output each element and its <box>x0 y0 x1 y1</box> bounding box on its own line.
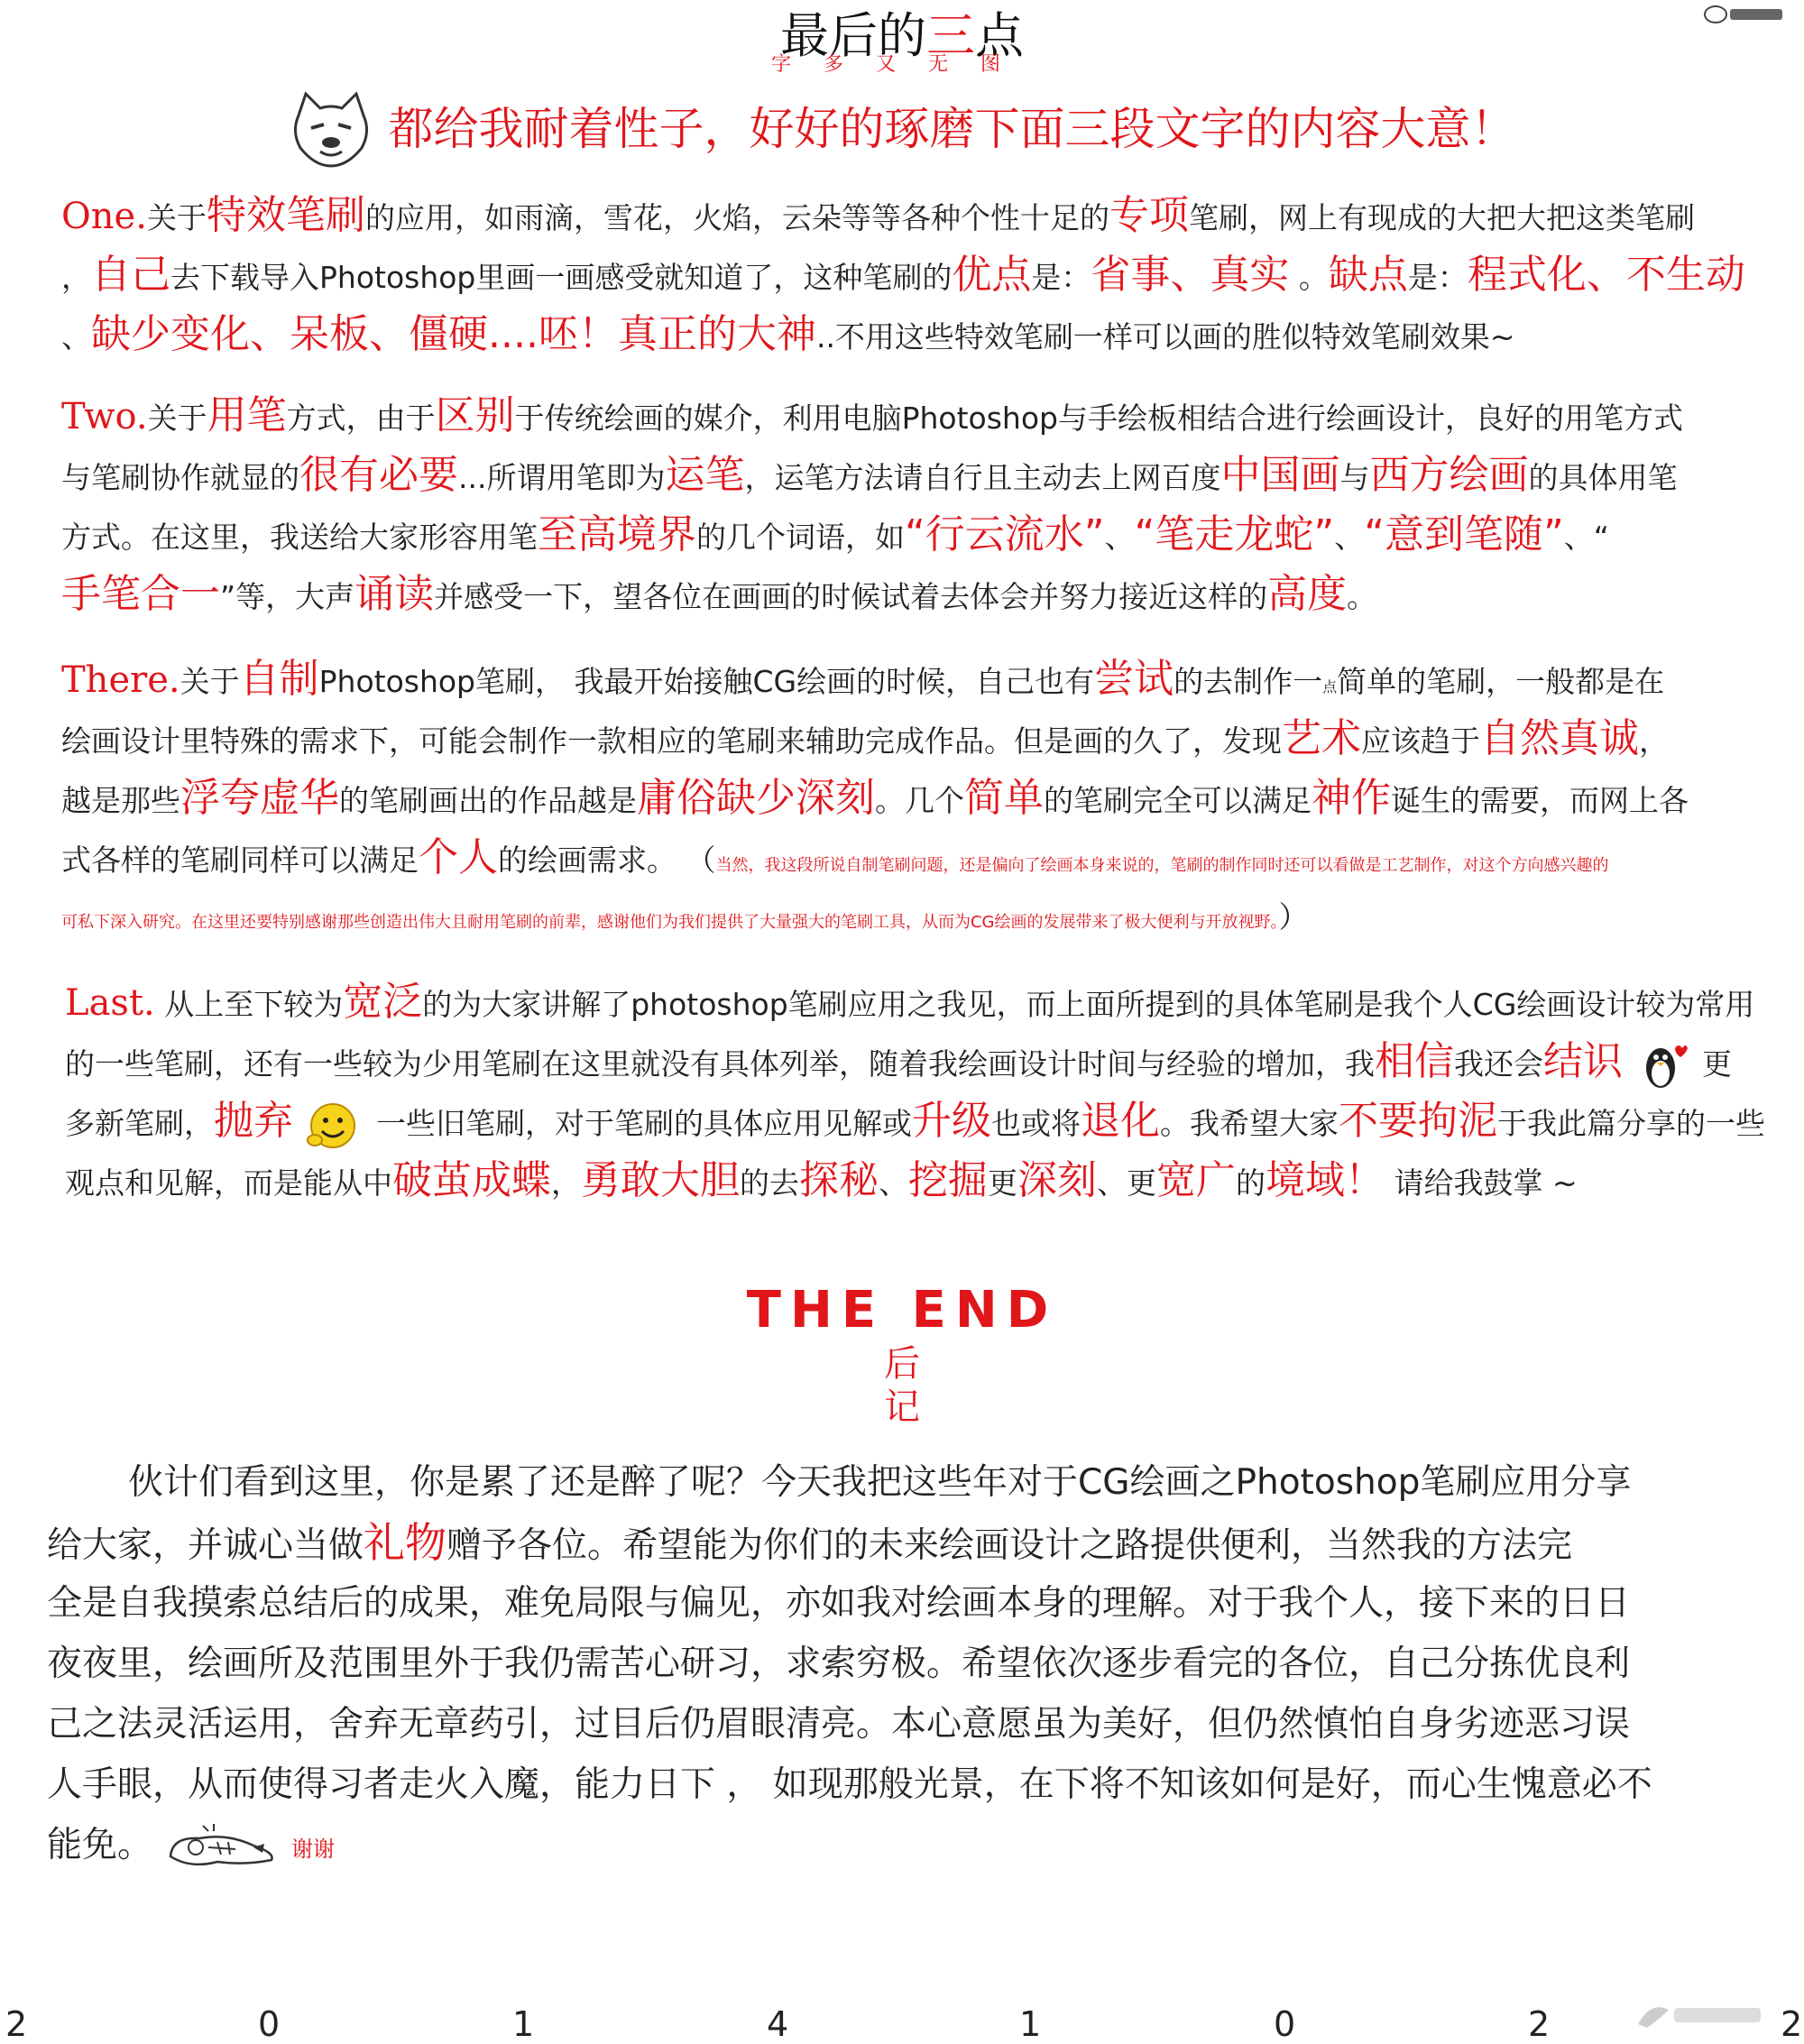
highlight-text: 自己 <box>91 252 170 298</box>
text-span: 方式。在这里，我送给大家形容用笔 <box>61 520 538 555</box>
highlight-text: 不生动 <box>1625 252 1745 298</box>
text-span: 赠予各位。希望能为你们的未来绘画设计之路提供便利，当然我的方法完 <box>446 1525 1573 1566</box>
highlight-text: 艺术 <box>1282 715 1361 761</box>
text-span: 能免。 <box>47 1825 153 1865</box>
text-span: ..不用这些特效笔刷一样可以画的胜似特效笔刷效果~ <box>815 319 1515 354</box>
date-digit: 0 <box>1274 2004 1296 2044</box>
thanks-text: 谢谢 <box>291 1837 336 1862</box>
text-line: 伙计们看到这里，你是累了还是醉了呢？今天我把这些年对于CG绘画之Photoshop笔刷应用分享 <box>128 1462 1632 1503</box>
text-span: 更 <box>988 1165 1017 1201</box>
highlight-text: 宽广 <box>1156 1157 1236 1203</box>
text-line <box>65 1151 1779 1211</box>
text-span: ...所谓用笔即为 <box>458 460 666 495</box>
text-span: 关于 <box>146 200 207 235</box>
text-span: 与 <box>1339 460 1370 495</box>
text-span: 并感受一下，望各位在画画的时候试着去体会并努力接近这样的 <box>434 579 1268 614</box>
text-span: ，运笔方法请自行且主动去上网百度 <box>744 460 1221 495</box>
highlight-text: 破茧成蝶 <box>392 1157 551 1203</box>
date-digit: 2 <box>1528 2004 1551 2044</box>
text-line <box>61 245 1775 305</box>
footnote-text: 可私下深入研究。在这里还要特别感谢那些创造出伟大且耐用笔刷的前辈，感谢他们为我们提供了大量强大的笔刷工具，从而为CG绘画的发展带来了极大便利与开放视野。 <box>61 913 1279 932</box>
text-line: 全是自我摸索总结后的成果，难免局限与偏见，亦如我对绘画本身的理解。对于我个人，接下来的日日 <box>47 1583 1631 1624</box>
penguin-emoticon-icon <box>1635 1041 1689 1091</box>
text-span: 也或将 <box>991 1106 1081 1141</box>
text-line <box>47 1513 1779 1573</box>
text-span: 越是那些 <box>61 783 180 818</box>
highlight-text: 真实 <box>1210 252 1290 298</box>
text-span: 绘画设计里特殊的需求下，可能会制作一款相应的笔刷来辅助完成作品。但是画的久了，发现 <box>61 723 1282 759</box>
highlight-text: 宽泛 <box>343 979 423 1025</box>
highlight-text: 手笔合一 <box>61 571 220 617</box>
highlight-text: 呆板 <box>290 311 369 357</box>
text-span: 关于 <box>179 664 240 699</box>
text-line <box>65 1091 1779 1151</box>
page-subtitle: 字多又无图 <box>770 53 1033 76</box>
highlight-text: 省事 <box>1091 252 1171 298</box>
small-text: 点 <box>1322 678 1338 695</box>
highlight-text: 缺少变化 <box>91 311 250 357</box>
text-span: 我还会 <box>1454 1046 1543 1082</box>
date-digit: 4 <box>767 2004 789 2044</box>
text-span: 于传统绘画的媒介，利用电脑Photoshop与手绘板相结合进行绘画设计，良好的用笔方式 <box>514 401 1683 436</box>
text-span: 式各样的笔刷同样可以满足 <box>61 842 419 878</box>
highlight-text: “笔走龙蛇” <box>1134 511 1335 557</box>
the-end-heading: THE END <box>746 1281 1058 1340</box>
text-span: 的应用，如雨滴，雪花，火焰，云朵等等各种个性十足的 <box>364 200 1109 235</box>
text-span: 请给我鼓掌 ~ <box>1385 1165 1578 1201</box>
text-line <box>61 565 1775 624</box>
text-span: ） <box>1278 899 1309 935</box>
text-span: 一些旧笔刷，对于笔刷的具体应用见解或 <box>376 1106 912 1141</box>
highlight-text: “行云流水” <box>905 511 1105 557</box>
text-span: 。 <box>1289 260 1329 295</box>
epilogue-paragraph <box>47 1452 1779 1875</box>
highlight-text: 个人 <box>419 834 498 880</box>
text-line <box>65 1032 1779 1091</box>
cat-face-icon <box>288 88 374 170</box>
text-span: 从上至下较为 <box>154 987 344 1022</box>
highlight-text: 礼物 <box>364 1518 447 1567</box>
highlight-text: 不要拘泥 <box>1339 1098 1497 1144</box>
highlight-text: 优点 <box>952 252 1032 298</box>
watermark-logo-icon <box>1633 1997 1768 2033</box>
highlight-text: “意到笔随” <box>1364 511 1564 557</box>
section-label: Last. <box>65 982 155 1024</box>
text-span: 的具体用笔 <box>1528 460 1678 495</box>
highlight-text: 神作 <box>1312 775 1391 821</box>
text-span: 笔刷，网上有现成的大把大把这类笔刷 <box>1188 200 1695 235</box>
highlight-text: 抛弃 <box>214 1098 293 1144</box>
title-part: 点 <box>975 7 1024 64</box>
highlight-text: 西方绘画 <box>1369 452 1529 498</box>
text-span: 简单的笔刷，一般都是在 <box>1337 664 1665 699</box>
text-span: 、 <box>61 319 91 354</box>
highlight-text: 诵读 <box>354 571 435 617</box>
paragraph-two <box>61 386 1775 624</box>
text-line <box>61 888 1775 947</box>
section-label: Two. <box>61 396 148 437</box>
highlight-text: 深刻 <box>1017 1157 1097 1203</box>
afterword-heading-char: 记 <box>884 1386 920 1428</box>
section-label: One. <box>61 196 147 237</box>
date-digit: 1 <box>512 2004 535 2044</box>
text-span: 去下载导入Photoshop里画一画感受就知道了，这种笔刷的 <box>170 260 953 295</box>
text-span: 、 <box>879 1165 908 1201</box>
site-logo-icon <box>1703 4 1786 25</box>
text-span: 的笔刷画出的作品越是 <box>339 783 637 818</box>
text-line <box>61 505 1775 565</box>
date-digit: 1 <box>1019 2004 1042 2044</box>
text-span: 给大家，并诚心当做 <box>47 1525 364 1566</box>
highlight-text: 相信 <box>1375 1038 1454 1084</box>
text-line <box>61 769 1775 828</box>
text-line <box>47 1815 1779 1875</box>
text-span: 更 <box>1702 1046 1732 1082</box>
date-digit: 2 <box>5 2004 28 2044</box>
text-line <box>61 186 1775 245</box>
highlight-text: 浮夸虚华 <box>180 775 339 821</box>
highlight-text: 缺点 <box>1328 252 1408 298</box>
text-line <box>61 649 1775 709</box>
highlight-text: 很有必要 <box>299 452 458 498</box>
smiley-emoticon-icon <box>306 1100 364 1151</box>
text-span: 的几个词语，如 <box>696 520 905 555</box>
highlight-text: 至高境界 <box>538 511 696 557</box>
text-span: 的绘画需求。 （ <box>498 842 716 878</box>
highlight-text: 勇敢大胆 <box>581 1157 740 1203</box>
lying-figure-doodle-icon <box>163 1820 281 1874</box>
text-span: ”等，大声 <box>220 579 355 614</box>
highlight-text: 结识 <box>1543 1038 1623 1084</box>
highlight-text: 、 <box>369 311 409 357</box>
text-line <box>65 972 1779 1032</box>
highlight-text: 区别 <box>435 392 515 438</box>
text-line: 夜夜里，绘画所及范围里外于我仍需苦心研习，求索穷极。希望依次逐步看完的各位，自己分拣优良利 <box>47 1643 1631 1684</box>
text-span: ， <box>1639 723 1669 759</box>
highlight-text: 探秘 <box>799 1157 879 1203</box>
highlight-text: 高度 <box>1267 571 1348 617</box>
date-digit: 2 <box>1781 2004 1803 2044</box>
date-row <box>0 2004 1804 2044</box>
text-span: 。几个 <box>875 783 964 818</box>
highlight-text: 用笔 <box>207 392 287 438</box>
footnote-text: 当然，我这段所说自制笔刷问题，还是偏向了绘画本身来说的，笔刷的制作同时还可以看做是工艺制作，对这个方向感兴趣的 <box>715 856 1609 875</box>
text-span: 、“ <box>1563 520 1609 555</box>
highlight-text: 境域！ <box>1266 1157 1385 1203</box>
section-label: There. <box>61 659 180 701</box>
highlight-text: 呸！真正的大神 <box>538 311 816 357</box>
highlight-text: 中国画 <box>1220 452 1340 498</box>
title-part: 最后的 <box>780 7 926 64</box>
highlight-text: 简单 <box>964 775 1044 821</box>
text-span: 方式，由于 <box>286 401 436 436</box>
text-span: 的去制作一 <box>1174 664 1323 699</box>
text-span: ， <box>61 260 91 295</box>
text-span: 。 <box>1347 579 1377 614</box>
text-span: Photoshop笔刷， 我最开始接触CG绘画的时候，自己也有 <box>318 664 1095 699</box>
text-span: 、更 <box>1097 1165 1156 1201</box>
text-span: 、 <box>1104 520 1135 555</box>
highlight-text: 僵硬 <box>409 311 488 357</box>
highlight-text: 运笔 <box>665 452 745 498</box>
highlight-text: 特效笔刷 <box>206 192 365 238</box>
highlight-text: 、 <box>1586 252 1626 298</box>
highlight-text: 退化 <box>1081 1098 1160 1144</box>
highlight-text: 、 <box>250 311 290 357</box>
paragraph-last <box>65 972 1779 1211</box>
text-span: 的笔刷完全可以满足 <box>1044 783 1312 818</box>
highlight-text: 尝试 <box>1094 656 1174 702</box>
text-span: 应该趋于 <box>1361 723 1480 759</box>
text-line <box>61 709 1775 769</box>
highlight-text: 庸俗缺少深刻 <box>637 775 875 821</box>
highlight-text: 程式化 <box>1467 252 1587 298</box>
text-span: 是： <box>1031 260 1091 295</box>
highlight-text: 升级 <box>912 1098 991 1144</box>
highlight-text: 挖掘 <box>908 1157 988 1203</box>
text-line <box>61 305 1775 364</box>
highlight-text: 、 <box>1170 252 1210 298</box>
text-line <box>61 386 1775 446</box>
highlight-text: 专项 <box>1109 192 1189 238</box>
text-span: 的 <box>1236 1165 1266 1201</box>
title-highlight: 三 <box>926 7 975 64</box>
text-span: 是： <box>1407 260 1468 295</box>
text-span: 观点和见解，而是能从中 <box>65 1165 392 1201</box>
text-line <box>61 828 1775 888</box>
text-line: 人手眼，从而使得习者走火入魔，能力日下 ， 如现那般光景，在下将不知该如何是好，而心生愧意必不 <box>47 1764 1652 1805</box>
text-span: 于我此篇分享的一些 <box>1497 1106 1765 1141</box>
text-span: 的一些笔刷，还有一些较为少用笔刷在这里就没有具体列举，随着我绘画设计时间与经验的增加，我 <box>65 1046 1375 1082</box>
highlight-text: 自然真诚 <box>1480 715 1639 761</box>
text-line <box>61 446 1775 505</box>
text-span: 、 <box>1334 520 1365 555</box>
paragraph-three <box>61 649 1775 947</box>
text-span: 的为大家讲解了photoshop笔刷应用之我见，而上面所提到的具体笔刷是我个人CG绘画设计较为常用 <box>422 987 1755 1022</box>
highlight-text: 自制 <box>239 656 319 702</box>
text-span: ， <box>551 1165 581 1201</box>
paragraph-one <box>61 186 1775 364</box>
text-span: 多新笔刷， <box>65 1106 214 1141</box>
text-span: 的去 <box>740 1165 799 1201</box>
text-span: 关于 <box>147 401 207 436</box>
text-line: 己之法灵活运用，舍弃无章药引，过目后仍眉眼清亮。本心意愿虽为美好，但仍然慎怕自身劣迹恶习误 <box>47 1704 1631 1745</box>
intro-text: 都给我耐着性子，好好的琢磨下面三段文字的内容大意！ <box>388 102 1516 155</box>
afterword-heading-char: 后 <box>884 1343 920 1385</box>
text-span: 与笔刷协作就显的 <box>61 460 299 495</box>
highlight-text: .... <box>488 311 538 357</box>
text-span: 。我希望大家 <box>1160 1106 1339 1141</box>
date-digit: 0 <box>258 2004 281 2044</box>
text-span: 诞生的需要，而网上各 <box>1391 783 1689 818</box>
intro-banner <box>0 83 1804 173</box>
